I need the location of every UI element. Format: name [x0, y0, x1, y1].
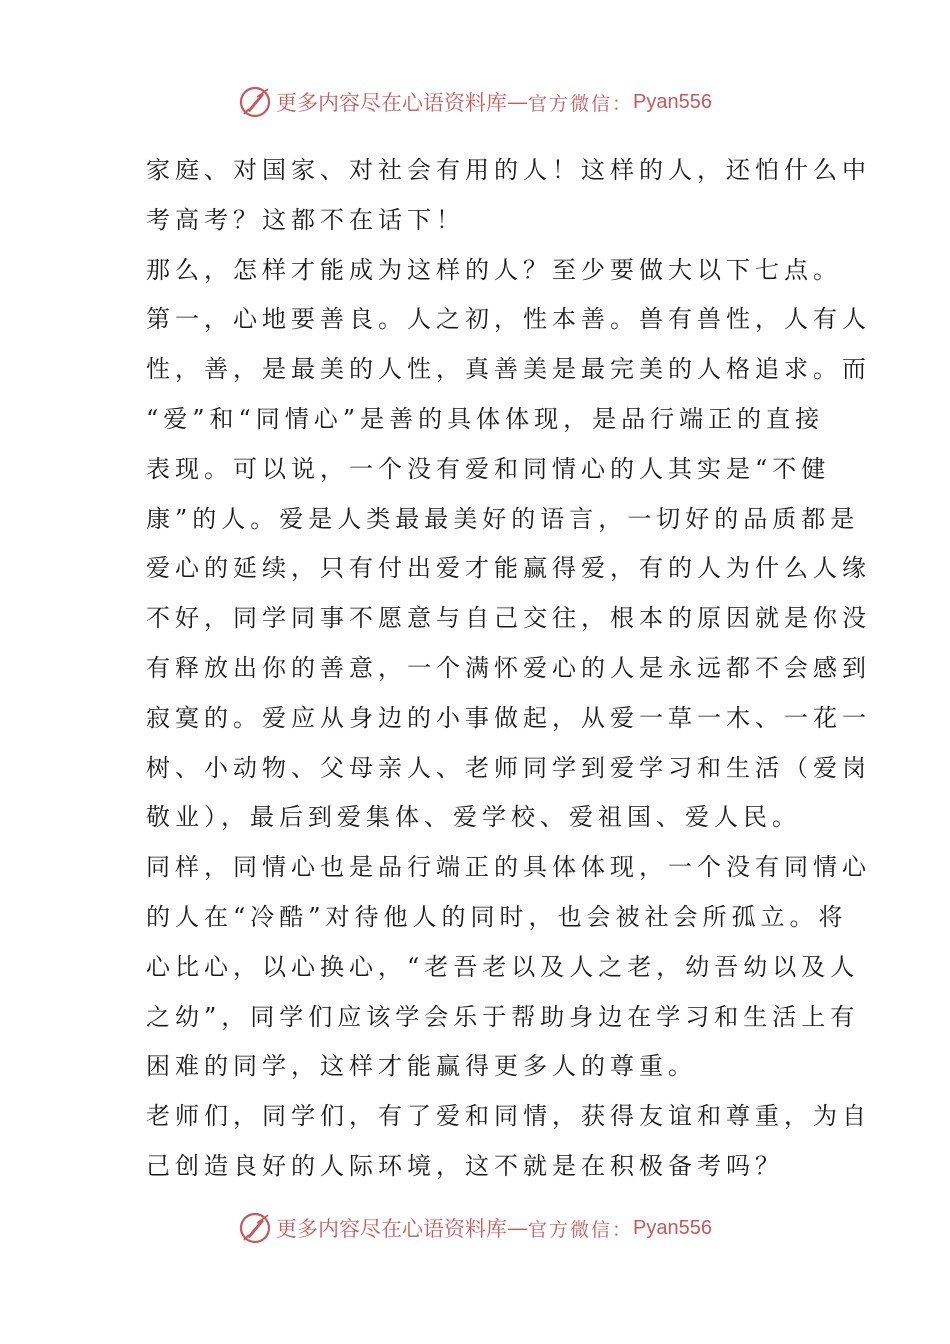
- wechat-id: Pyan556: [633, 1216, 712, 1239]
- text-line: 第一，心地要善良。人之初，性本善。兽有兽性，人有人: [146, 305, 871, 334]
- banner-text: 更多内容尽在心语资料库: [276, 91, 507, 115]
- text-line: 寂寞的。爱应从身边的小事做起，从爱一草一木、一花一: [146, 703, 871, 732]
- text-line: 表现。可以说，一个没有爱和同情心的人其实是“不健: [146, 454, 831, 483]
- banner-separator: —: [507, 90, 528, 114]
- text-line: 性，善，是最美的人性，真善美是最完美的人格追求。而: [146, 355, 871, 384]
- text-line: 敬业），最后到爱集体、爱学校、爱祖国、爱人民。: [146, 803, 801, 832]
- quill-pen-logo-icon: [238, 85, 272, 119]
- text-line: 的人在“冷酷”对待他人的同时，也会被社会所孤立。将: [146, 902, 848, 931]
- text-line: 康”的人。爱是人类最最美好的语言，一切好的品质都是: [146, 504, 860, 533]
- banner-text: 更多内容尽在心语资料库: [276, 1217, 507, 1241]
- text-line: 困难的同学，这样才能赢得更多人的尊重。: [146, 1052, 697, 1081]
- wechat-label: 官方微信：: [528, 1218, 634, 1241]
- wechat-id: Pyan556: [633, 90, 712, 113]
- text-line: 家庭、对国家、对社会有用的人！这样的人，还怕什么中: [146, 156, 871, 184]
- text-line: 之幼”，同学们应该学会乐于帮助身边在学习和生活上有: [146, 1002, 860, 1031]
- quill-pen-logo-icon: [238, 1211, 272, 1245]
- document-body: [146, 146, 871, 1192]
- header-banner: [0, 80, 950, 124]
- text-line: 考高考？这都不在话下！: [146, 205, 465, 234]
- text-line: 己创造良好的人际环境，这不就是在积极备考吗？: [146, 1151, 784, 1180]
- text-line: 同样，同情心也是品行端正的具体体现，一个没有同情心: [146, 853, 871, 882]
- wechat-label: 官方微信：: [528, 92, 634, 115]
- text-line: 树、小动物、父母亲人、老师同学到爱学习和生活（爱岗: [146, 753, 871, 782]
- banner-separator: —: [507, 1216, 528, 1240]
- text-line: 心比心，以心换心，“老吾老以及人之老，幼吾幼以及人: [146, 952, 860, 981]
- text-line: 有释放出你的善意，一个满怀爱心的人是永远都不会感到: [146, 653, 871, 682]
- text-line: 不好，同学同事不愿意与自己交往，根本的原因就是你没: [146, 604, 871, 633]
- text-line: 那么，怎样才能成为这样的人？至少要做大以下七点。: [146, 255, 842, 284]
- text-line: 爱心的延续，只有付出爱才能赢得爱，有的人为什么人缘: [146, 554, 871, 583]
- footer-banner: [0, 1206, 950, 1250]
- text-line: “爱”和“同情心”是善的具体体现，是品行端正的直接: [146, 404, 825, 433]
- text-line: 老师们，同学们，有了爱和同情，获得友谊和尊重，为自: [146, 1102, 871, 1131]
